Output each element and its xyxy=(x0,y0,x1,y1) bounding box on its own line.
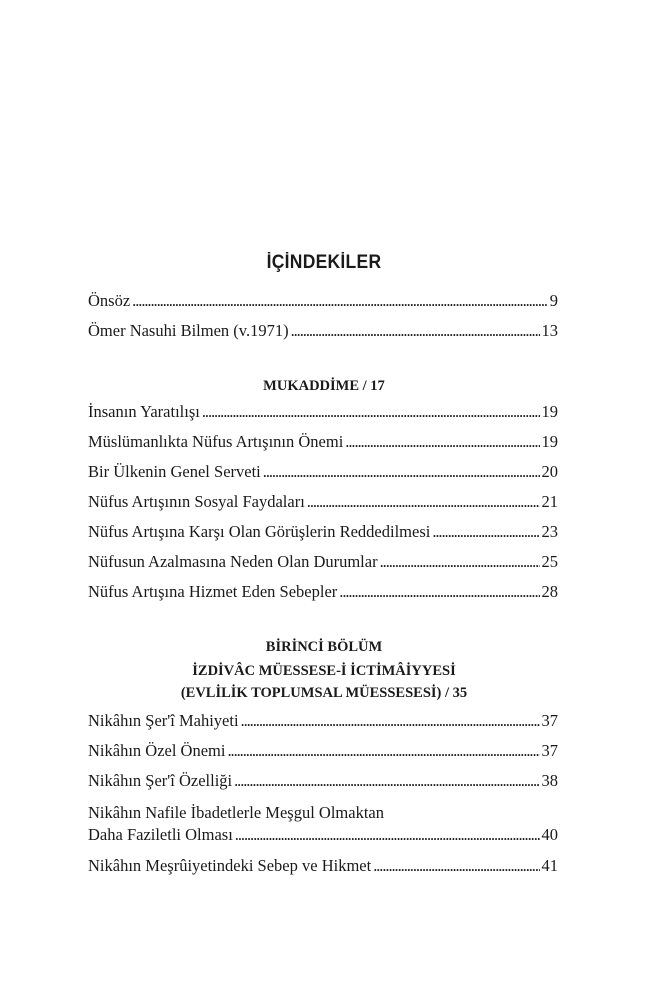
toc-entry[interactable] xyxy=(88,401,558,423)
toc-entry-label: Nüfusun Azalmasına Neden Olan Durumlar xyxy=(88,552,378,571)
toc-entry[interactable] xyxy=(88,551,558,573)
dot-leader xyxy=(380,551,540,573)
toc-entry-label: Önsöz xyxy=(88,291,131,310)
dot-leader xyxy=(373,855,539,877)
section-heading: BİRİNCİ BÖLÜM xyxy=(265,639,383,655)
dot-leader xyxy=(339,581,539,603)
toc-entry-label: Daha Faziletli Olması xyxy=(88,825,233,844)
toc-entry-label: Bir Ülkenin Genel Serveti xyxy=(88,462,261,481)
toc-entry-page: 38 xyxy=(541,771,558,790)
toc-entry[interactable] xyxy=(88,431,558,453)
page-title: İÇİNDEKİLER xyxy=(266,252,382,273)
toc-entry-page: 28 xyxy=(541,582,558,601)
toc-entry[interactable] xyxy=(88,521,558,543)
toc-entry[interactable] xyxy=(88,740,558,762)
toc-entry[interactable] xyxy=(88,710,558,732)
toc-entry[interactable] xyxy=(88,320,558,342)
toc-entry[interactable] xyxy=(88,491,558,513)
toc-entry-page: 9 xyxy=(549,291,558,310)
toc-entry[interactable] xyxy=(88,461,558,483)
dot-leader xyxy=(235,824,540,846)
toc-entry-page: 13 xyxy=(541,321,558,340)
toc-entry-label: İnsanın Yaratılışı xyxy=(88,402,200,421)
dot-leader xyxy=(345,431,539,453)
toc-entry-page: 41 xyxy=(541,856,558,875)
section-subheading: İZDİVÂC MÜESSESE-İ İCTİMÂİYYESİ xyxy=(192,663,456,679)
toc-entry-page: 40 xyxy=(541,825,558,844)
toc-entry-label: Nüfus Artışına Karşı Olan Görüşlerin Reddedilmesi xyxy=(88,522,431,541)
toc-entry-label: Nikâhın Özel Önemi xyxy=(88,741,226,760)
toc-entry-label: Nikâhın Şer'î Mahiyeti xyxy=(88,711,239,730)
dot-leader xyxy=(263,461,540,483)
toc-entry[interactable] xyxy=(88,581,558,603)
dot-leader xyxy=(202,401,540,423)
toc-entry-page: 37 xyxy=(541,741,558,760)
toc-entry-label: Nüfus Artışına Hizmet Eden Sebepler xyxy=(88,582,338,601)
dot-leader xyxy=(241,710,540,732)
dot-leader xyxy=(234,770,539,792)
toc-entry-page: 20 xyxy=(541,462,558,481)
toc-entry-page: 19 xyxy=(541,432,558,451)
toc-entry[interactable] xyxy=(88,802,558,846)
dot-leader xyxy=(132,290,548,312)
toc-entry-page: 37 xyxy=(541,711,558,730)
toc-entry-page: 23 xyxy=(541,522,558,541)
toc-entry-page: 19 xyxy=(541,402,558,421)
toc-entry[interactable] xyxy=(88,770,558,792)
toc-entry-label: Nikâhın Meşrûiyetindeki Sebep ve Hikmet xyxy=(88,856,372,875)
toc-entry-label: Ömer Nasuhi Bilmen (v.1971) xyxy=(88,321,289,340)
dot-leader xyxy=(291,320,540,342)
toc-entry-label: Nüfus Artışının Sosyal Faydaları xyxy=(88,492,305,511)
toc-entry[interactable] xyxy=(88,855,558,877)
toc-entry-page: 21 xyxy=(541,492,558,511)
toc-entry-label-line1: Nikâhın Nafile İbadetlerle Meşgul Olmaktan xyxy=(88,803,384,822)
section-subheading: (EVLİLİK TOPLUMSAL MÜESSESESİ) / 35 xyxy=(180,685,468,701)
toc-entry-label: Nikâhın Şer'î Özelliği xyxy=(88,771,233,790)
dot-leader xyxy=(227,740,539,762)
toc-entry[interactable] xyxy=(88,290,558,312)
toc-entry-page: 25 xyxy=(541,552,558,571)
section-heading: MUKADDİME / 17 xyxy=(263,378,385,394)
dot-leader xyxy=(432,521,539,543)
toc-entry-label: Müslümanlıkta Nüfus Artışının Önemi xyxy=(88,432,344,451)
dot-leader xyxy=(307,491,540,513)
